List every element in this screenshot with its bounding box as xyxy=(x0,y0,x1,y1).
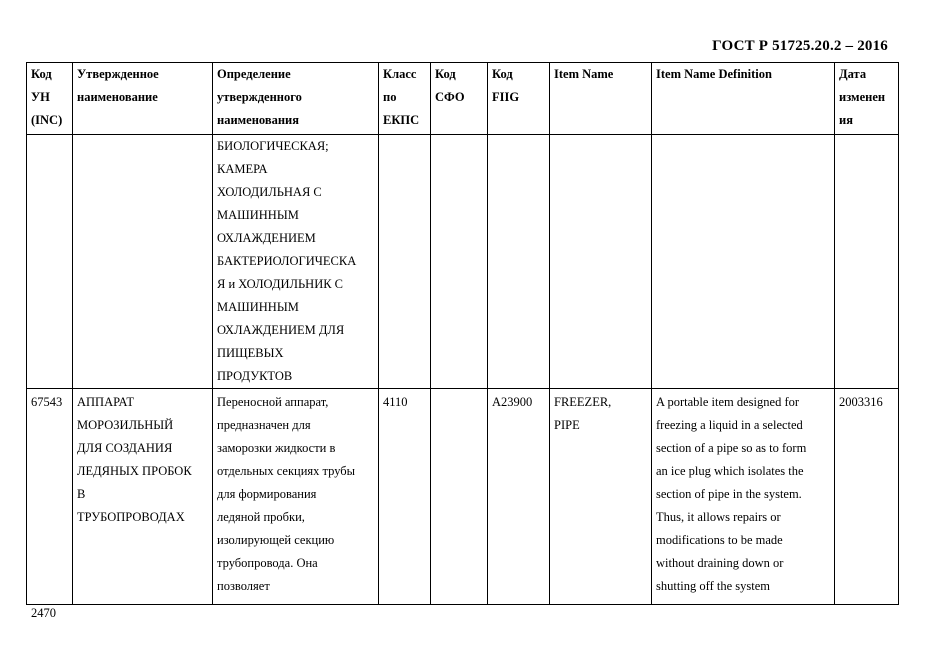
cell-text-line: ледяной пробки, xyxy=(217,510,305,524)
cell-definition xyxy=(213,135,379,389)
cell-text-line: заморозки жидкости в xyxy=(217,441,336,455)
cell-text-line: PIPE xyxy=(554,418,580,432)
cell-text-line: ХОЛОДИЛЬНАЯ С xyxy=(217,185,322,199)
cell-text-line: modifications to be made xyxy=(656,533,783,547)
cell-text-line: shutting off the system xyxy=(656,579,771,593)
cell-sfo xyxy=(431,135,488,389)
cell-item-def xyxy=(652,135,835,389)
cell-text-line: Код xyxy=(435,67,456,81)
cell-text-line: Код xyxy=(492,67,513,81)
cell-inc xyxy=(27,135,73,389)
cell-approved-name xyxy=(73,389,213,605)
cell-text-line: БИОЛОГИЧЕСКАЯ; xyxy=(217,139,329,153)
cell-text-line: позволяет xyxy=(217,579,270,593)
cell-text-line: для формирования xyxy=(217,487,317,501)
cell-text-line: Определение xyxy=(217,67,291,81)
header-definition xyxy=(213,63,379,135)
header-approved-name xyxy=(73,63,213,135)
cell-text-line: предназначен для xyxy=(217,418,311,432)
cell-text-line: Item Name xyxy=(554,67,614,81)
cell-date xyxy=(835,135,899,389)
cell-text-line: Код xyxy=(31,67,52,81)
cell-approved-name xyxy=(73,135,213,389)
cell-text-line: section of a pipe so as to form xyxy=(656,441,807,455)
header-inc xyxy=(27,63,73,135)
cell-fiig xyxy=(488,135,550,389)
cell-text-line: МОРОЗИЛЬНЫЙ xyxy=(77,418,174,432)
cell-text-line: МАШИННЫМ xyxy=(217,208,299,222)
cell-date: 2003316 xyxy=(835,389,899,605)
catalog-table xyxy=(26,62,899,605)
table-row-continuation xyxy=(27,135,899,389)
cell-text-line: Thus, it allows repairs or xyxy=(656,510,781,524)
cell-text-line: В xyxy=(77,487,86,501)
cell-text-line: Класс xyxy=(383,67,417,81)
document-standard-header: ГОСТ Р 51725.20.2 – 2016 xyxy=(712,38,888,54)
cell-text-line: Я и ХОЛОДИЛЬНИК С xyxy=(217,277,344,291)
cell-text-line: ия xyxy=(839,113,853,127)
cell-text-line: наименования xyxy=(217,113,300,127)
cell-text-line: ЛЕДЯНЫХ ПРОБОК xyxy=(77,464,192,478)
cell-item-name xyxy=(550,135,652,389)
cell-text-line: without draining down or xyxy=(656,556,784,570)
cell-text-line: ДЛЯ СОЗДАНИЯ xyxy=(77,441,173,455)
cell-text-line: наименование xyxy=(77,90,158,104)
cell-text-line: утвержденного xyxy=(217,90,302,104)
cell-ekps: 4110 xyxy=(379,389,431,605)
cell-text-line: ПИЩЕВЫХ xyxy=(217,346,284,360)
cell-text-line: по xyxy=(383,90,397,104)
cell-definition xyxy=(213,389,379,605)
cell-text-line: МАШИННЫМ xyxy=(217,300,299,314)
cell-text-line: Item Name Definition xyxy=(656,67,772,81)
cell-text-line: ПРОДУКТОВ xyxy=(217,369,293,383)
cell-text-line: изменен xyxy=(839,90,886,104)
header-item-name-definition xyxy=(652,63,835,135)
cell-text-line: FIIG xyxy=(492,90,520,104)
cell-text-line: an ice plug which isolates the xyxy=(656,464,804,478)
page-number: 2470 xyxy=(31,606,56,620)
cell-text-line: ТРУБОПРОВОДАХ xyxy=(77,510,185,524)
header-fiig-code xyxy=(488,63,550,135)
cell-item-name xyxy=(550,389,652,605)
cell-text-line: freezing a liquid in a selected xyxy=(656,418,803,432)
cell-text-line: ОХЛАЖДЕНИЕМ xyxy=(217,231,316,245)
cell-sfo xyxy=(431,389,488,605)
header-change-date xyxy=(835,63,899,135)
cell-text-line: КАМЕРА xyxy=(217,162,268,176)
cell-text-line: трубопровода. Она xyxy=(217,556,318,570)
cell-ekps xyxy=(379,135,431,389)
cell-text-line: Дата xyxy=(839,67,867,81)
cell-text-line: FREEZER, xyxy=(554,395,612,409)
cell-text-line: A portable item designed for xyxy=(656,395,800,409)
header-sfo-code xyxy=(431,63,488,135)
table-row xyxy=(27,389,899,605)
cell-text-line: Утвержденное xyxy=(77,67,159,81)
cell-inc: 67543 xyxy=(27,389,73,605)
cell-text-line: изолирующей секцию xyxy=(217,533,335,547)
cell-fiig: A23900 xyxy=(488,389,550,605)
table-header-row xyxy=(27,63,899,135)
header-item-name xyxy=(550,63,652,135)
cell-text-line: отдельных секциях трубы xyxy=(217,464,356,478)
cell-text-line: СФО xyxy=(435,90,465,104)
cell-item-def xyxy=(652,389,835,605)
cell-text-line: Переносной аппарат, xyxy=(217,395,329,409)
cell-text-line: БАКТЕРИОЛОГИЧЕСКА xyxy=(217,254,357,268)
cell-text-line: УН xyxy=(31,90,50,104)
header-ekps-class xyxy=(379,63,431,135)
cell-text-line: section of pipe in the system. xyxy=(656,487,802,501)
cell-text-line: АППАРАТ xyxy=(77,395,135,409)
cell-text-line: ЕКПС xyxy=(383,113,420,127)
cell-text-line: (INC) xyxy=(31,113,63,127)
cell-text-line: ОХЛАЖДЕНИЕМ ДЛЯ xyxy=(217,323,345,337)
